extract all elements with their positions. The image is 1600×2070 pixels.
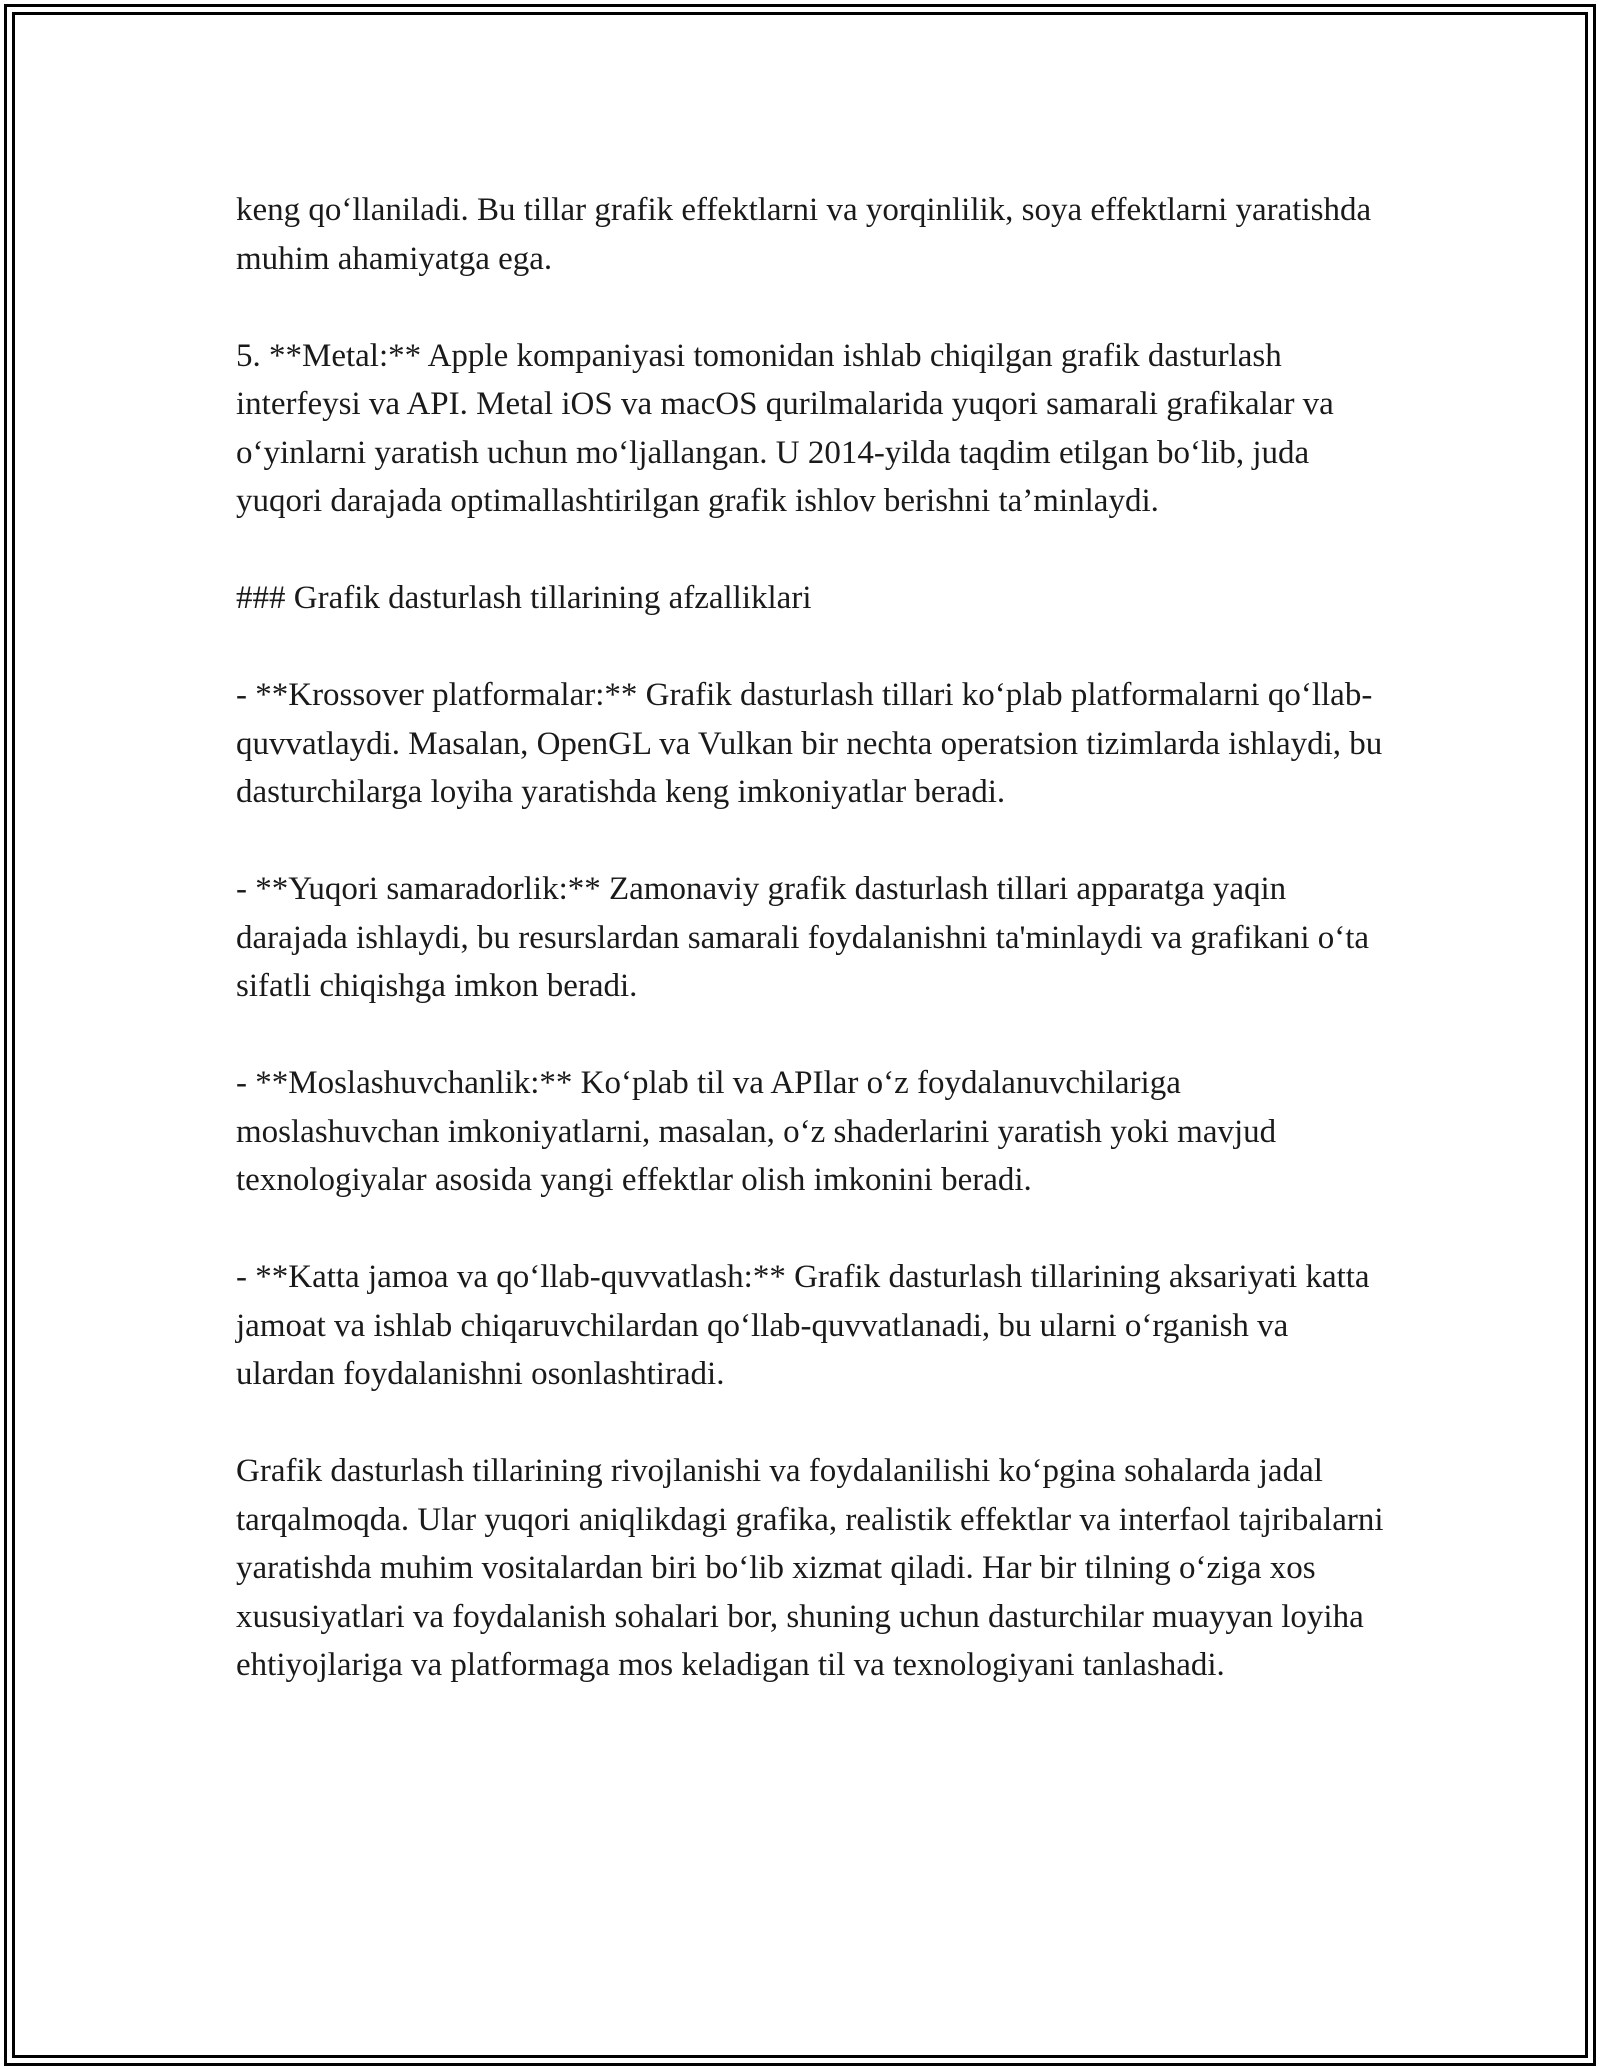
list-item-performance: - **Yuqori samaradorlik:** Zamonaviy grafik dasturlash tillari apparatga yaqin darajada ishlaydi, bu resurslardan samarali foydalanishni ta'minlaydi va grafikani o‘ta sifatli chiqishga imkon beradi. [236,871,1370,1004]
section-heading-advantages: ### Grafik dasturlash tillarining afzalliklari [236,580,812,616]
document-body [236,186,1386,1690]
list-item-flexibility: - **Moslashuvchanlik:** Ko‘plab til va APIlar o‘z foydalanuvchilariga moslashuvchan imkoniyatlarni, masalan, o‘z shaderlarini yaratish yoki mavjud texnologiyalar asosida yangi effektlar olish imkonini beradi. [236,1065,1277,1198]
paragraph-intro-continuation: keng qo‘llaniladi. Bu tillar grafik effektlarni va yorqinlilik, soya effektlarni yaratishda muhim ahamiyatga ega. [236,192,1372,277]
paragraph-metal: 5. **Metal:** Apple kompaniyasi tomonidan ishlab chiqilgan grafik dasturlash interfeysi va API. Metal iOS va macOS qurilmalarida yuqori samarali grafikalar va o‘yinlarni yaratish uchun mo‘ljallangan. U 2014-yilda taqdim etilgan bo‘lib, juda yuqori darajada optimallashtirilgan grafik ishlov berishni ta’minlaydi. [236,337,1334,519]
list-item-community: - **Katta jamoa va qo‘llab-quvvatlash:** Grafik dasturlash tillarining aksariyati katta jamoat va ishlab chiqaruvchilardan qo‘llab-quvvatlanadi, bu ularni o‘rganish va ulardan foydalanishni osonlashtiradi. [236,1259,1370,1392]
paragraph-conclusion: Grafik dasturlash tillarining rivojlanishi va foydalanilishi ko‘pgina sohalarda jadal tarqalmoqda. Ular yuqori aniqlikdagi grafika, realistik effektlar va interfaol tajribalarni yaratishda muhim vositalardan biri bo‘lib xizmat qiladi. Har bir tilning o‘ziga xos xususiyatlari va foydalanish sohalari bor, shuning uchun dasturchilar muayyan loyiha ehtiyojlariga va platformaga mos keladigan til va texnologiyani tanlashadi. [236,1453,1384,1683]
list-item-crossplatform: - **Krossover platformalar:** Grafik dasturlash tillari ko‘plab platformalarni qo‘llab-quvvatlaydi. Masalan, OpenGL va Vulkan bir nechta operatsion tizimlarda ishlaydi, bu dasturchilarga loyiha yaratishda keng imkoniyatlar beradi. [236,677,1383,810]
